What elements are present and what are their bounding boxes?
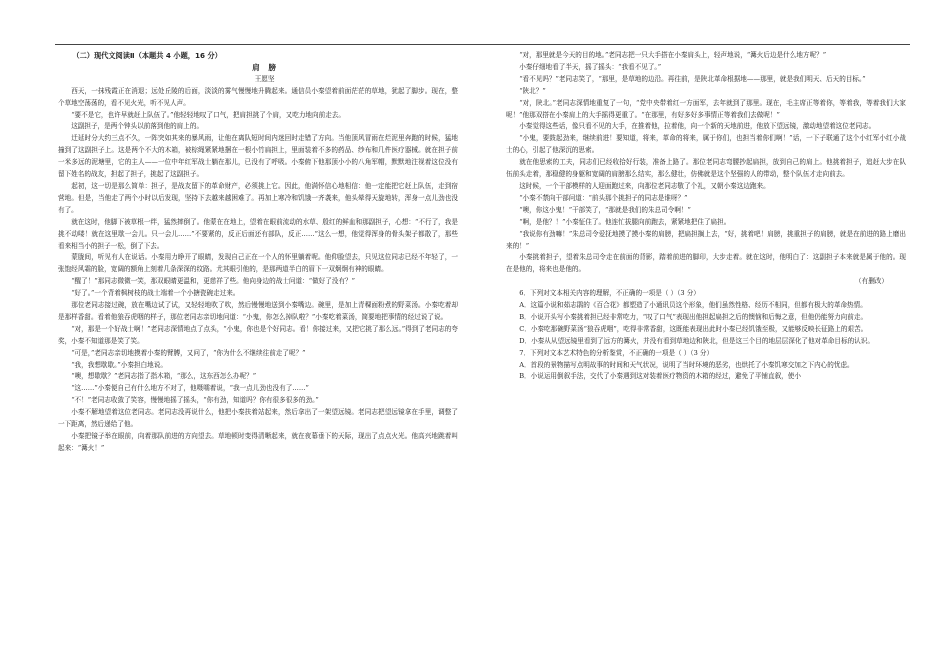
left-column xyxy=(58,50,458,455)
right-column xyxy=(506,50,906,383)
question-7-option-a: A．首段的景物描写点明故事的时间和天气状况，说明了当时环境的恶劣，也烘托了小秦饥寒交加之下内心的忧虑。 xyxy=(519,360,854,369)
question-6-option-d: D．小秦从从望远镜里看到了远方的篝火，并没有看到草地边和陕北，但是这三个目的地层层深化了他对革命目标的认识。 xyxy=(519,336,874,345)
story-author: 王愿坚 xyxy=(254,74,275,83)
story-paragraph: “不！”老同志收敛了笑容，慢慢地摇了摇头，“你有劲，知道吗？你有很多很多的劲。” xyxy=(71,396,319,405)
story-paragraph: “好了。”一个背着枫树枝的战士端着一个小搪瓷碗走过来。 xyxy=(71,289,240,298)
story-paragraph: 西天，一抹残霞正在消退；远处丘陵的后面，淡淡的雾气慢慢地升腾起来。通信员小秦望着前面茫茫的草地，犹起了脚步。现在，整个草地空荡荡的，看不见火光，听不见人声。 xyxy=(58,86,458,107)
top-rule xyxy=(55,44,910,45)
question-7-stem: 7．下列对文本艺术特色的分析鉴赏，不正确的一项是（ ）（3 分） xyxy=(519,348,714,357)
story-paragraph: “醒了！”那同志微微一笑，那双眼睛更温和，更慈祥了些。他向身边的战士问道：“做好了没有？” xyxy=(71,277,356,286)
story-paragraph: 小秦仔细地看了半天，摇了摇头：“我看不见了。” xyxy=(519,62,662,71)
story-paragraph: “我，我想歇歇。”小秦担白地说。 xyxy=(71,360,167,369)
story-paragraph: “陕北？” xyxy=(519,86,546,95)
story-paragraph: “看不见吗？”老同志笑了，“那里，是草地的边沿。再往前，是陕北革命根据地——那里，就是我们明天、后天的目标。” xyxy=(519,74,866,83)
story-paragraph: “这……”小秦便自己有什么地方不对了，他嗫嚅着说，“我一点儿劲也没有了……” xyxy=(71,384,309,393)
question-7-option-b: B．小说运用倒叙手法，交代了小秦遇到这对装着医疗物资的木箱的经过，避免了平铺直叙，使小 xyxy=(519,372,801,381)
story-paragraph: “小鬼，要鼓起劲来，继续前进！要知道，将来，革命的将来，属于你们，也担当着你们啊！”话，一下子联通了这个小红军小红小战士的心，引起了他深沉的思索。 xyxy=(506,134,906,155)
question-6-option-c: C．小秦吃那碗野菜汤“狼吞虎咽”，吃得非常香甜，这既能表现出此时小秦已经饥饿至极，又能够反映长征路上的艰苦。 xyxy=(519,324,868,333)
story-paragraph: 就在他思索的工夫，同志们已经收拾好行装，准备上路了。那位老同志弯腰抄起扁担，放到自己的肩上。他挑着担子，追赶大步在队伍前头走着，那稳健的身躯和宽阔的肩膀那么结实，那么健壮，仿佛就是这个坚强的人的带动，整个队伍才走向前去。 xyxy=(506,158,906,179)
story-paragraph: “我说你有劲嘛！”朱总司令爱抚地摸了摸小秦的肩膀，把扁担搁上去，“好，挑着吧！肩膀，挑重担子的肩膀，就是在前进的路上磨出来的！” xyxy=(506,229,906,250)
story-paragraph: “要不是它，也许早就赶上队伍了。”他轻轻地叹了口气，把肩担挑了个肩，又吃力地向前走去。 xyxy=(71,110,345,119)
story-paragraph: “对，那是一个好战士啊！”老同志深情地点了点头，“小鬼，你也是个好同志。看！你接过来，又把它挑了那么远。”得到了老同志的夸奖，小秦不知道那是笑了笑。 xyxy=(58,324,458,345)
story-paragraph: “噢，你这小鬼！”干部笑了，“那就是我们的朱总司令啊！” xyxy=(519,205,691,214)
question-6-stem: 6．下列对文本相关内容的理解，不正确的一项是（ ）（3 分） xyxy=(519,289,700,298)
story-paragraph: 这副担子，是两个钟头以前落到他的肩上的。 xyxy=(71,122,204,131)
question-6-option-a: A．这篇小说和茹志鹃的《百合花》都塑造了小通讯员这个形象，他们虽然性格、经历不相同，但都有极大的革命热情。 xyxy=(519,301,867,310)
story-title: 肩 膀 xyxy=(252,62,280,72)
story-paragraph: 蒙胧间，听见有人在说话。小秦用力睁开了眼睛，发现自己正在一个人的怀里躺着呢。他仰脸望去，只见这位同志已经不年轻了，一张饱经风霜的脸，宽阔的额角上刻着几条深深的纹路。尤其眼引他的，是那两道半白的眉下一双炯炯有神的眼睛。 xyxy=(58,253,458,274)
story-paragraph: “噢，想歇歇？”老同志指了指木箱，“那么，这东西怎么办呢？” xyxy=(71,372,257,381)
story-paragraph: “可是，”老同志亲切地摸着小秦的臂膊，又问了，“你为什么不继续往前走了呢？” xyxy=(71,348,306,357)
source-note: （有删改） xyxy=(855,277,888,286)
story-paragraph: “对，陕北。”老同志深情地重复了一句，“党中央带着红一方面军，去年就到了那里。现在，毛主席正等着你，等着我，等着我们大家呢！”他那双搭在小秦肩上的大手摇得更重了。“在那里，有好多好多事情正等着我们去做呢！” xyxy=(506,98,906,119)
story-paragraph: 就在这时，他脚下被草根一绊，猛然摔倒了。他蒙在在地上，望着在眼前流动的水草、殷红的鲜血和那副担子，心想：“不行了，我是挑不动喽！就在这里歇一会儿。只一会儿……”不要紧的，反正后面还有部队，反正……”这么一想，他觉得浑身的骨头架子都散了，那些看来相当小的担子一松，倒了下去。 xyxy=(58,217,458,250)
story-paragraph: “对，那里就是今天的目的地。”老同志把一只大手搭在小秦肩头上，轻声地说，“篝火后边是什么地方呢？” xyxy=(519,51,827,59)
story-paragraph: 那位老同志接过碗，放在嘴边试了试，又轻轻地吹了吹，然后慢慢地送到小秦嘴边。碗里，是加上青稞面粉煮的野菜汤。小秦吃着却是那样香甜。看着他狼吞虎咽的样子，那位老同志亲切地问道：“小鬼，你怎么掉队啦？”小秦吃着菜汤，简要地把事情的经过说了说。 xyxy=(58,301,458,321)
story-paragraph: 起初，这一切是那么简单：担子，是战友留下的革命财产，必须挑上它。因此，他满怀信心地相信：他一定能把它赶上队伍，走到宿营地。但是，当他走了两个小时以后发现，坚持下去越来越困难了。再加上寒冷和饥饿一齐袭来，他头晕得天旋地转，浑身一点儿劲也没有了。 xyxy=(58,181,458,214)
story-paragraph: 小秦把镜子举在眼前，向着那队前进的方向望去。草地顿时变得清晰起来，就在夜幕垂下的天际，现出了点点火光。他高兴地跳着叫起来：“篝火！” xyxy=(58,432,458,452)
story-paragraph: “小秦不禁向干部问道：“前头那个挑担子的同志是谁呀？” xyxy=(519,193,688,202)
section-heading: （二）现代文阅读Ⅱ（本题共 4 小题，16 分） xyxy=(72,51,222,60)
story-paragraph: 小秦挑着担子，望着朱总司令走在前面的背影，踏着前进的脚印，大步走着。就在这时，他明白了：这副担子本来就是属于他的。现在是他的，将来也是他的。 xyxy=(506,253,906,274)
question-6-option-b: B．小说开头写小秦挑着担已经非常吃力，“叹了口气”表现出他担起扁担之后的懊恼和后悔之意，但他仍能努力向前走。 xyxy=(519,312,868,321)
story-paragraph: 小秦不解地望着这位老同志。老同志没再说什么，他把小秦扶着站起来，然后拿出了一架望远镜。老同志把望远镜拿在手里，调整了一下距离，然后递给了他。 xyxy=(58,408,458,429)
story-paragraph: “啊，是他？！”小秦怔住了。他连忙拔腿向前跑去，紧紧地把住了扁担。 xyxy=(519,217,731,226)
story-paragraph: 这时候，一个干部模样的人迎面跑过来，向那位老同志敬了个礼，又朝小秦这边跑来。 xyxy=(519,181,770,190)
story-paragraph: 小秦觉得这些话，像只看不见的大手，在推着他，拉着他，向一个新的天地前进，他放下望远镜，激动地望着这位老同志。 xyxy=(519,122,876,131)
story-paragraph: 迁延时分大约三点不久，一阵突如其来的暴风雨，让他在离队短时间内迷回时走错了方向。当他顶风冒雨在烂泥里奔跑的时候，猛地撞到了这副担子上。这是两个不大的木箱，被棕绳紧紧地捆在一根小竹扁担上，里面装着不多的药品、纱布和几件医疗器械。就在担子前一米多远的泥塘里，它的主人——一位中年红军战士躺在那儿，已没有了呼吸。小秦俯下他那顶小小的八角军帽，默默地注视着这位没有留下姓名的战友，担起了担子，挑起了这副担子。 xyxy=(58,134,458,179)
